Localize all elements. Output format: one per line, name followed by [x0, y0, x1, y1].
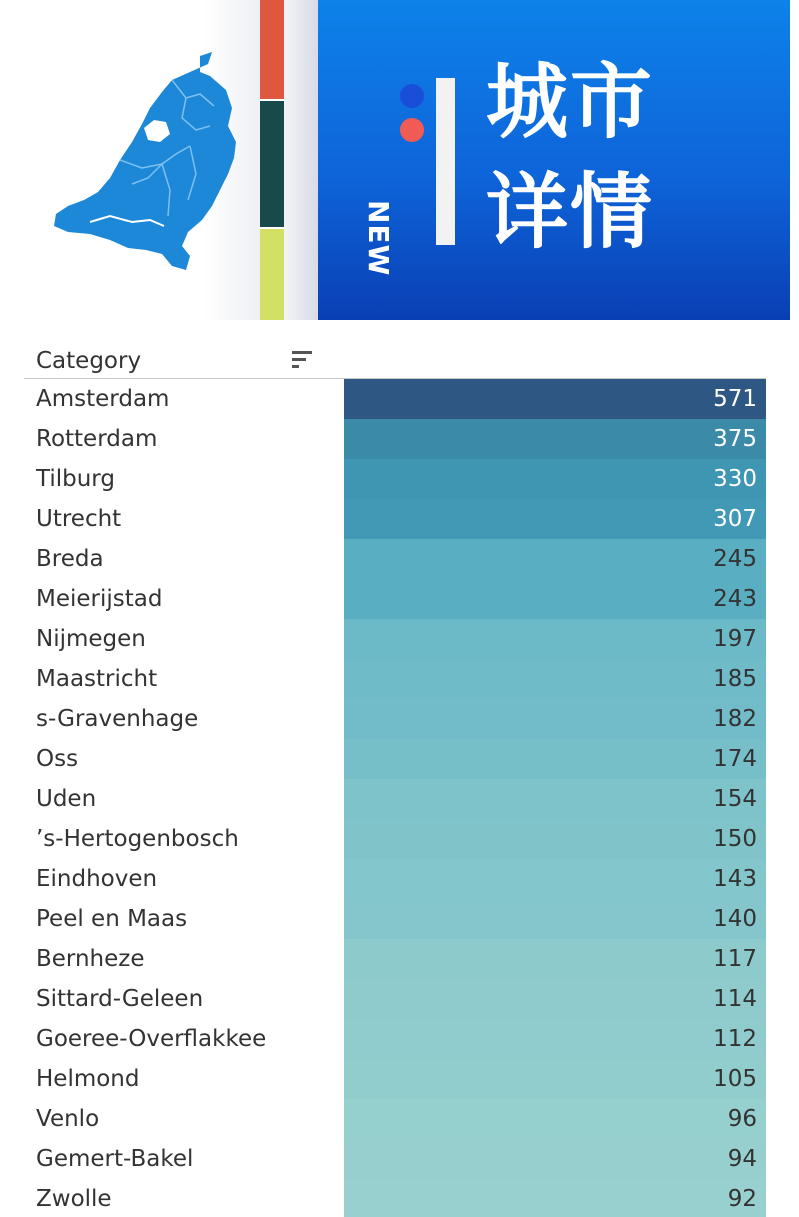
red-dot-icon: [400, 118, 424, 142]
table-row[interactable]: [24, 619, 766, 659]
value-cell[interactable]: [344, 819, 766, 859]
table-row[interactable]: [24, 459, 766, 499]
banner-title-line1: 城市: [486, 55, 655, 150]
city-count: 114: [713, 986, 757, 1012]
value-cell[interactable]: [344, 619, 766, 659]
new-label: NEW: [362, 200, 395, 277]
table-row[interactable]: [24, 1179, 766, 1217]
table-row[interactable]: [24, 699, 766, 739]
city-count: 571: [713, 386, 757, 412]
city-count: 243: [713, 586, 757, 612]
city-count: 92: [727, 1186, 757, 1212]
category-column-header[interactable]: Category: [36, 348, 142, 374]
value-cell[interactable]: [344, 539, 766, 579]
value-cell[interactable]: [344, 419, 766, 459]
table-row[interactable]: [24, 1139, 766, 1179]
netherlands-map-icon: [50, 50, 240, 275]
table-row[interactable]: [24, 1099, 766, 1139]
new-accent-bar: [436, 78, 455, 245]
city-name: s-Gravenhage: [36, 706, 199, 732]
value-cell[interactable]: [344, 699, 766, 739]
city-name: Rotterdam: [36, 426, 158, 452]
city-name: Uden: [36, 786, 97, 812]
city-name: Utrecht: [36, 506, 122, 532]
value-cell[interactable]: [344, 739, 766, 779]
city-name: Venlo: [36, 1106, 100, 1132]
city-count: 94: [727, 1146, 757, 1172]
value-cell[interactable]: [344, 1019, 766, 1059]
city-count: 154: [713, 786, 757, 812]
table-row[interactable]: [24, 579, 766, 619]
table-row[interactable]: [24, 979, 766, 1019]
city-name: Zwolle: [36, 1186, 112, 1212]
city-count: 375: [713, 426, 757, 452]
table-row[interactable]: [24, 939, 766, 979]
city-count: 197: [713, 626, 757, 652]
table-row[interactable]: [24, 739, 766, 779]
city-name: Nijmegen: [36, 626, 146, 652]
table-row[interactable]: [24, 899, 766, 939]
value-cell[interactable]: [344, 579, 766, 619]
value-cell[interactable]: [344, 1139, 766, 1179]
city-count: 174: [713, 746, 757, 772]
table-row[interactable]: [24, 419, 766, 459]
city-count: 182: [713, 706, 757, 732]
city-name: Bernheze: [36, 946, 145, 972]
city-count: 307: [713, 506, 757, 532]
table-rows: [24, 379, 766, 1217]
value-cell[interactable]: [344, 499, 766, 539]
table-row[interactable]: [24, 1059, 766, 1099]
city-name: Eindhoven: [36, 866, 158, 892]
lime-stripe: [260, 229, 284, 320]
banner-title-line2: 详情: [486, 165, 655, 260]
value-cell[interactable]: [344, 659, 766, 699]
city-name: Meierijstad: [36, 586, 163, 612]
value-cell[interactable]: [344, 1179, 766, 1217]
city-name: Peel en Maas: [36, 906, 188, 932]
city-count: 330: [713, 466, 757, 492]
value-cell[interactable]: [344, 859, 766, 899]
city-name: Oss: [36, 746, 79, 772]
table-row[interactable]: [24, 379, 766, 419]
city-count: 105: [713, 1066, 757, 1092]
banner-map-panel: [0, 0, 260, 320]
city-name: Tilburg: [36, 466, 115, 492]
city-count: 143: [713, 866, 757, 892]
city-count: 112: [713, 1026, 757, 1052]
city-name: Maastricht: [36, 666, 158, 692]
table-row[interactable]: [24, 499, 766, 539]
city-name: Helmond: [36, 1066, 140, 1092]
blue-dot-icon: [400, 84, 424, 108]
city-name: Amsterdam: [36, 386, 170, 412]
value-cell[interactable]: [344, 459, 766, 499]
table-row[interactable]: [24, 779, 766, 819]
city-count: 150: [713, 826, 757, 852]
city-count: 96: [727, 1106, 757, 1132]
table-row[interactable]: [24, 859, 766, 899]
value-cell[interactable]: [344, 899, 766, 939]
value-cell[interactable]: [344, 1099, 766, 1139]
value-cell[interactable]: [344, 979, 766, 1019]
city-name: Breda: [36, 546, 104, 572]
city-count: 185: [713, 666, 757, 692]
city-count: 245: [713, 546, 757, 572]
table-row[interactable]: [24, 659, 766, 699]
value-cell[interactable]: [344, 379, 766, 419]
category-table: [0, 320, 799, 1217]
table-row[interactable]: [24, 819, 766, 859]
city-count: 140: [713, 906, 757, 932]
city-name: Gemert-Bakel: [36, 1146, 194, 1172]
table-row[interactable]: [24, 1019, 766, 1059]
red-stripe: [260, 0, 284, 99]
value-cell[interactable]: [344, 939, 766, 979]
city-count: 117: [713, 946, 757, 972]
sort-descending-icon[interactable]: [290, 348, 316, 372]
teal-stripe: [260, 101, 284, 227]
banner-divider: [284, 0, 318, 320]
table-header: [24, 340, 766, 379]
header-banner: [0, 0, 790, 320]
city-name: Goeree-Overflakkee: [36, 1026, 267, 1052]
value-cell[interactable]: [344, 779, 766, 819]
table-row[interactable]: [24, 539, 766, 579]
city-name: ’s-Hertogenbosch: [36, 826, 239, 852]
city-name: Sittard-Geleen: [36, 986, 204, 1012]
value-cell[interactable]: [344, 1059, 766, 1099]
